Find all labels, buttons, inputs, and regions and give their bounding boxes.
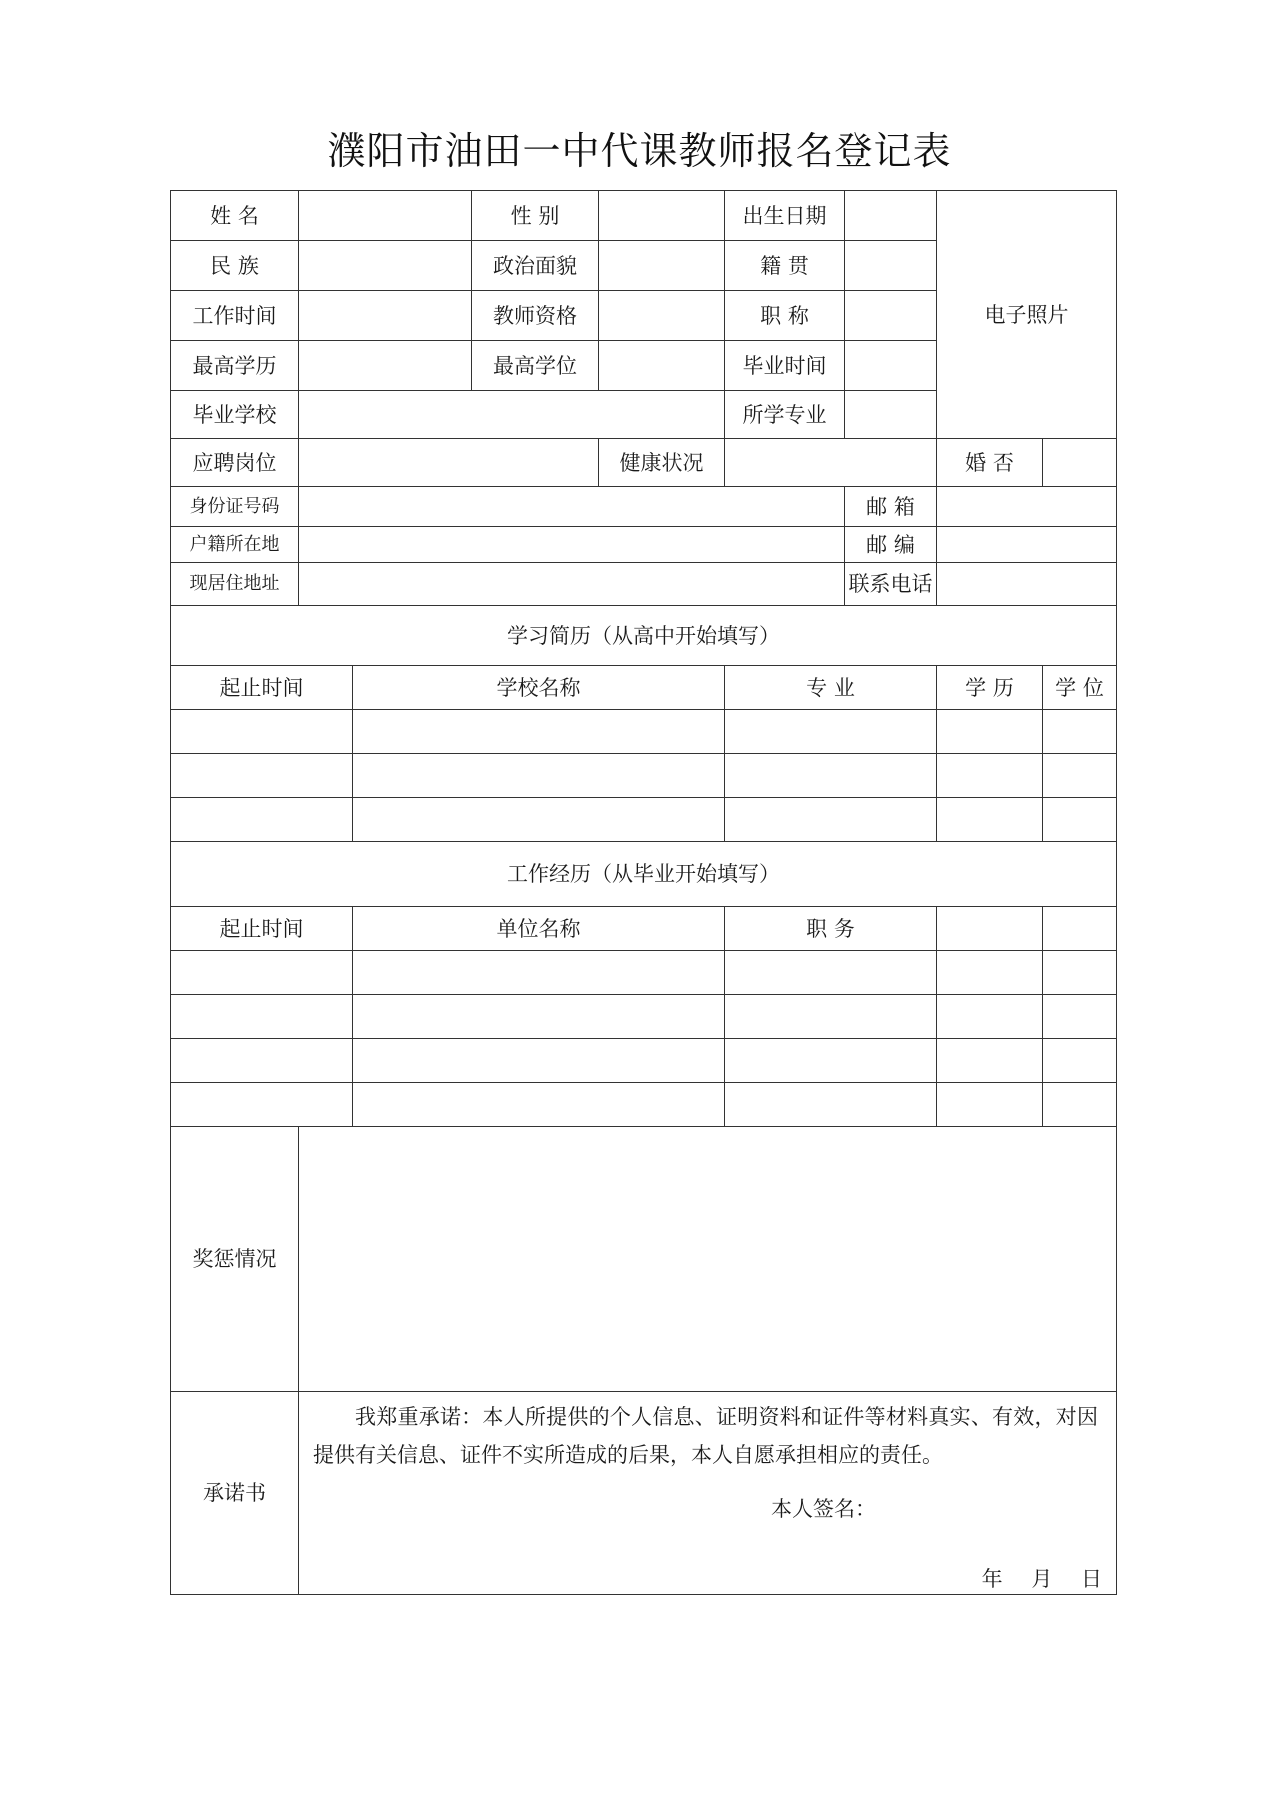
awards-field[interactable]: [299, 1127, 1117, 1392]
postcode-label: 邮 编: [845, 527, 937, 563]
ethnicity-field[interactable]: [299, 241, 472, 291]
work-row: [171, 995, 1117, 1039]
work-employer-cell[interactable]: [353, 951, 725, 995]
work-employer-cell[interactable]: [353, 1039, 725, 1083]
hukou-label: 户籍所在地: [171, 527, 299, 563]
hukou-field[interactable]: [299, 527, 845, 563]
graduation-time-field[interactable]: [845, 341, 937, 391]
work-extra-cell[interactable]: [937, 995, 1043, 1039]
work-extra-cell[interactable]: [1043, 951, 1117, 995]
gender-label: 性 别: [472, 191, 599, 241]
address-field[interactable]: [299, 563, 845, 606]
marital-label: 婚 否: [937, 439, 1043, 487]
work-col-extra: [1043, 907, 1117, 951]
study-row: [171, 710, 1117, 754]
graduation-time-label: 毕业时间: [725, 341, 845, 391]
work-period-cell[interactable]: [171, 951, 353, 995]
graduate-school-label: 毕业学校: [171, 391, 299, 439]
study-row: [171, 798, 1117, 842]
pledge-content: [299, 1392, 1117, 1595]
highest-degree-field[interactable]: [599, 341, 725, 391]
email-label: 邮 箱: [845, 487, 937, 527]
work-col-extra: [937, 907, 1043, 951]
study-major-cell[interactable]: [725, 798, 937, 842]
study-history-heading: 学习简历（从高中开始填写）: [171, 606, 1117, 666]
work-period-cell[interactable]: [171, 995, 353, 1039]
work-col-duty: 职 务: [725, 907, 937, 951]
study-degree-cell[interactable]: [1043, 710, 1117, 754]
work-extra-cell[interactable]: [937, 1039, 1043, 1083]
work-extra-cell[interactable]: [1043, 1083, 1117, 1127]
applied-position-label: 应聘岗位: [171, 439, 299, 487]
address-label: 现居住地址: [171, 563, 299, 606]
photo-box[interactable]: 电子照片: [937, 191, 1117, 439]
email-field[interactable]: [937, 487, 1117, 527]
major-label: 所学专业: [725, 391, 845, 439]
study-period-cell[interactable]: [171, 754, 353, 798]
applied-position-field[interactable]: [299, 439, 599, 487]
awards-label: 奖惩情况: [171, 1127, 299, 1392]
native-place-label: 籍 贯: [725, 241, 845, 291]
birth-date-label: 出生日期: [725, 191, 845, 241]
work-start-field[interactable]: [299, 291, 472, 341]
study-col-period: 起止时间: [171, 666, 353, 710]
phone-field[interactable]: [937, 563, 1117, 606]
work-duty-cell[interactable]: [725, 995, 937, 1039]
study-col-education: 学 历: [937, 666, 1043, 710]
work-extra-cell[interactable]: [1043, 995, 1117, 1039]
ethnicity-label: 民 族: [171, 241, 299, 291]
professional-title-label: 职 称: [725, 291, 845, 341]
phone-label: 联系电话: [845, 563, 937, 606]
study-degree-cell[interactable]: [1043, 798, 1117, 842]
work-start-label: 工作时间: [171, 291, 299, 341]
work-extra-cell[interactable]: [1043, 1039, 1117, 1083]
work-employer-cell[interactable]: [353, 1083, 725, 1127]
work-col-period: 起止时间: [171, 907, 353, 951]
work-row: [171, 951, 1117, 995]
name-label: 姓 名: [171, 191, 299, 241]
highest-education-field[interactable]: [299, 341, 472, 391]
teacher-cert-label: 教师资格: [472, 291, 599, 341]
study-education-cell[interactable]: [937, 798, 1043, 842]
study-major-cell[interactable]: [725, 754, 937, 798]
study-school-cell[interactable]: [353, 754, 725, 798]
work-employer-cell[interactable]: [353, 995, 725, 1039]
study-col-major: 专 业: [725, 666, 937, 710]
marital-field[interactable]: [1043, 439, 1117, 487]
work-extra-cell[interactable]: [937, 1083, 1043, 1127]
work-row: [171, 1039, 1117, 1083]
major-field[interactable]: [845, 391, 937, 439]
work-duty-cell[interactable]: [725, 951, 937, 995]
signature-line[interactable]: 本人签名：: [771, 1497, 876, 1521]
pledge-text: 我郑重承诺：本人所提供的个人信息、证明资料和证件等材料真实、有效，对因提供有关信息、证件不实所造成的后果，本人自愿承担相应的责任。: [313, 1405, 1098, 1467]
work-duty-cell[interactable]: [725, 1083, 937, 1127]
name-field[interactable]: [299, 191, 472, 241]
highest-degree-label: 最高学位: [472, 341, 599, 391]
health-field[interactable]: [725, 439, 937, 487]
study-school-cell[interactable]: [353, 798, 725, 842]
registration-form: [170, 190, 1116, 1595]
study-school-cell[interactable]: [353, 710, 725, 754]
work-col-employer: 单位名称: [353, 907, 725, 951]
work-period-cell[interactable]: [171, 1083, 353, 1127]
highest-education-label: 最高学历: [171, 341, 299, 391]
study-period-cell[interactable]: [171, 710, 353, 754]
study-col-school: 学校名称: [353, 666, 725, 710]
professional-title-field[interactable]: [845, 291, 937, 341]
work-history-heading: 工作经历（从毕业开始填写）: [171, 842, 1117, 907]
study-education-cell[interactable]: [937, 710, 1043, 754]
work-row: [171, 1083, 1117, 1127]
id-number-field[interactable]: [299, 487, 845, 527]
health-label: 健康状况: [599, 439, 725, 487]
study-education-cell[interactable]: [937, 754, 1043, 798]
gender-field[interactable]: [599, 191, 725, 241]
work-duty-cell[interactable]: [725, 1039, 937, 1083]
teacher-cert-field[interactable]: [599, 291, 725, 341]
work-extra-cell[interactable]: [937, 951, 1043, 995]
study-row: [171, 754, 1117, 798]
study-degree-cell[interactable]: [1043, 754, 1117, 798]
political-status-label: 政治面貌: [472, 241, 599, 291]
study-period-cell[interactable]: [171, 798, 353, 842]
postcode-field[interactable]: [937, 527, 1117, 563]
native-place-field[interactable]: [845, 241, 937, 291]
work-period-cell[interactable]: [171, 1039, 353, 1083]
study-major-cell[interactable]: [725, 710, 937, 754]
political-status-field[interactable]: [599, 241, 725, 291]
study-col-degree: 学 位: [1043, 666, 1117, 710]
pledge-label: 承诺书: [171, 1392, 299, 1595]
form-title: 濮阳市油田一中代课教师报名登记表: [327, 129, 952, 173]
signature-date[interactable]: 年 月 日: [981, 1567, 1102, 1591]
id-number-label: 身份证号码: [171, 487, 299, 527]
birth-date-field[interactable]: [845, 191, 937, 241]
graduate-school-field[interactable]: [299, 391, 725, 439]
